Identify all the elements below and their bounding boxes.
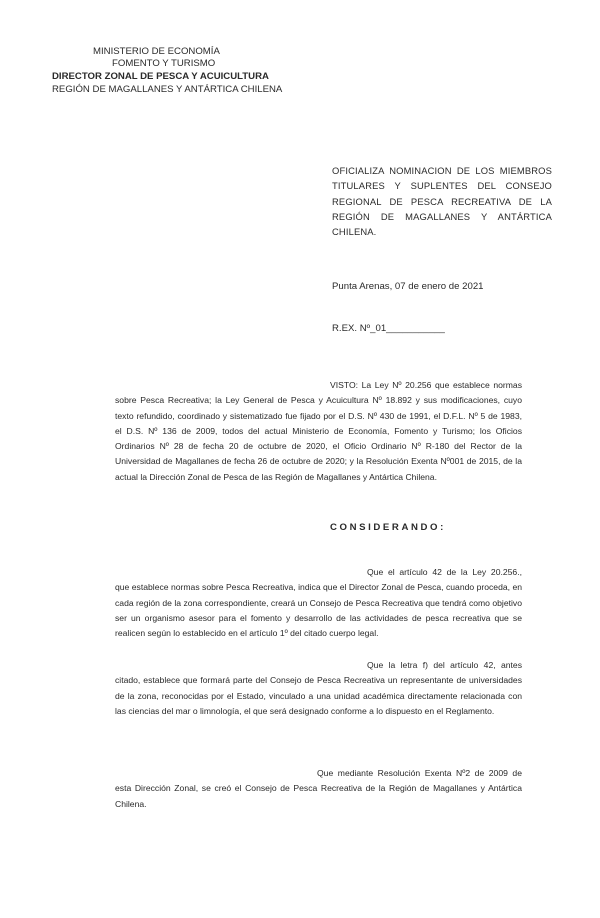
place-date: Punta Arenas, 07 de enero de 2021 xyxy=(332,281,484,292)
document-subject: OFICIALIZA NOMINACION DE LOS MIEMBROS TITULARES Y SUPLENTES DEL CONSEJO REGIONAL DE PESCA RECREATIVA DE LA REGIÓN DE MAGALLANES Y ANTÁRTICA CHILENA. xyxy=(332,165,552,238)
considerando-paragraph-2: Que la letra f) del artículo 42, antes citado, establece que formará parte del Consejo de Pesca Recreativa un representante de universidades de la zona, reconocidas por el Estado, vinculado a una unidad académica directamente relacionada con las ciencias del mar o limnología, el que será designado conforme a lo dispuesto en el Reglamento. xyxy=(115,660,522,716)
resolution-number: R.EX. Nº_01___________ xyxy=(332,323,445,334)
header-director: DIRECTOR ZONAL DE PESCA Y ACUICULTURA xyxy=(52,71,269,82)
header-ministry-sub: FOMENTO Y TURISMO xyxy=(112,58,216,69)
considerando-heading: CONSIDERANDO: xyxy=(330,522,446,533)
considerando-paragraph-1: Que el artículo 42 de la Ley 20.256., que establece normas sobre Pesca Recreativa, indica que el Director Zonal de Pesca, cuando proceda, en cada región de la zona correspondiente, creará un Consejo de Pesca Recreativa que tendrá como objetivo ser un organismo asesor para el fomento y desarrollo de las actividades de pesca recreativa que se realicen según lo establecido en el artículo 1º del citado cuerpo legal. xyxy=(115,567,522,639)
header-region: REGIÓN DE MAGALLANES Y ANTÁRTICA CHILENA xyxy=(52,84,283,95)
header-ministry: MINISTERIO DE ECONOMÍA xyxy=(93,46,220,57)
visto-paragraph: VISTO: La Ley Nº 20.256 que establece normas sobre Pesca Recreativa; la Ley General de Pesca y Acuicultura Nº 18.892 y sus modificaciones, cuyo texto refundido, coordinado y sistematizado fue fijado por el D.S. Nº 430 de 1991, el D.F.L. Nº 5 de 1983, el D.S. Nº 136 de 2009, todos del actual Ministerio de Economía, Fomento y Turismo; los Oficios Ordinarios Nº 28 de fecha 20 de octubre de 2020, el Oficio Ordinario Nº R-180 del Rector de la Universidad de Magallanes de fecha 26 de octubre de 2020; y la Resolución Exenta Nº001 de 2015, de la actual la Dirección Zonal de Pesca de las Región de Magallanes y Antártica Chilena. xyxy=(115,380,522,482)
considerando-paragraph-3: Que mediante Resolución Exenta Nº2 de 2009 de esta Dirección Zonal, se creó el Consejo de Pesca Recreativa de la Región de Magallanes y Antártica Chilena. xyxy=(115,768,522,809)
